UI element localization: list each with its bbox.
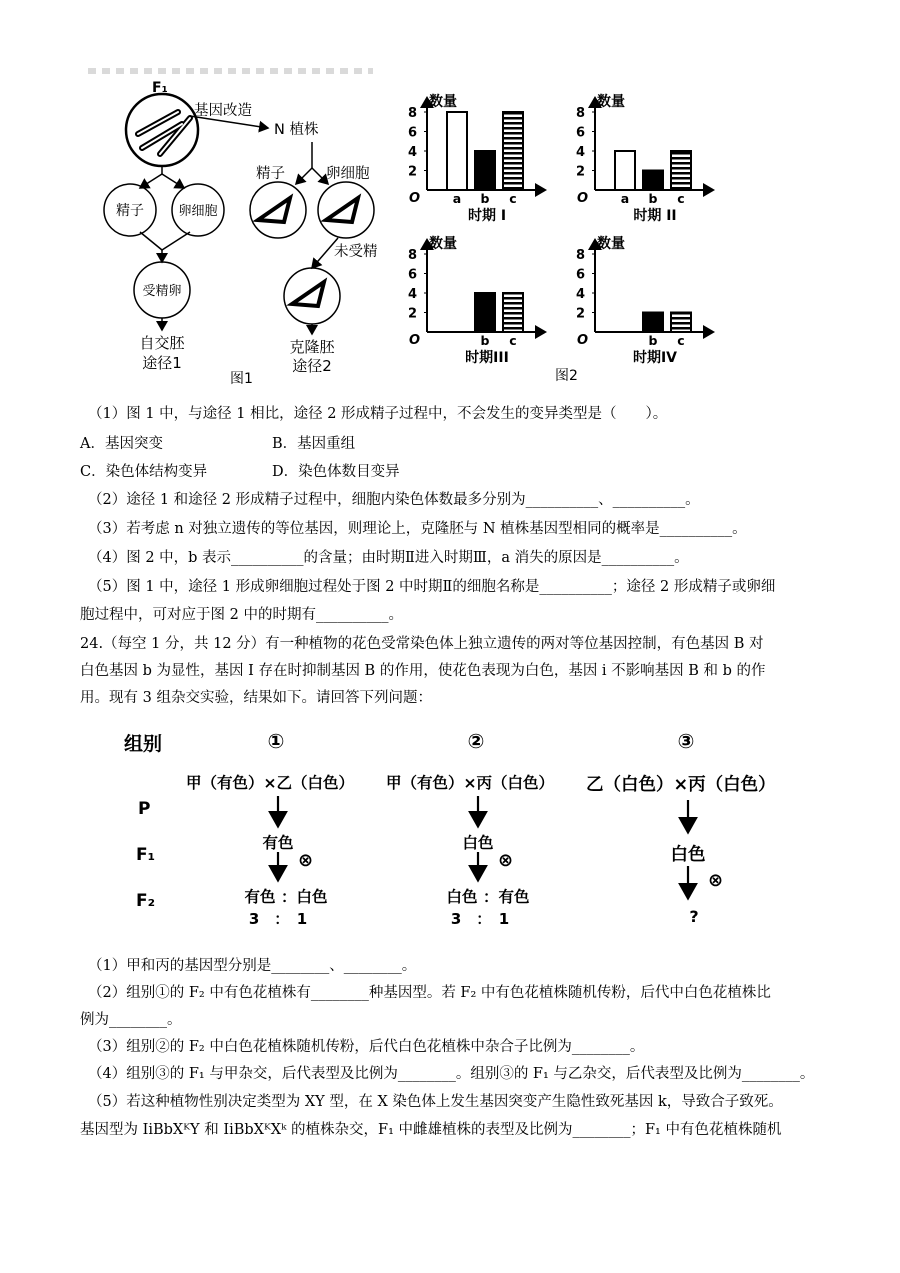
origin-label: O bbox=[577, 333, 589, 348]
category-label: b bbox=[480, 333, 490, 348]
tick-label: 8 bbox=[575, 248, 585, 263]
bar-b bbox=[475, 151, 495, 190]
zygote-label: 受精卵 bbox=[142, 284, 182, 299]
y-axis-label: 数量 bbox=[597, 236, 625, 252]
gene-mod-label: 基因改造 bbox=[194, 103, 252, 119]
q23-part2: （2）途径 1 和途径 2 形成精子过程中，细胞内染色体数最多分别为__________、__________。 bbox=[88, 492, 700, 508]
chart-title: 时期III bbox=[465, 350, 509, 366]
y-axis-label: 数量 bbox=[429, 94, 457, 110]
category-label: b bbox=[480, 191, 490, 206]
bar-a bbox=[615, 151, 635, 190]
clone-cell bbox=[284, 268, 340, 324]
group3-f2: ? bbox=[689, 907, 699, 926]
self-icon-3: ⊗ bbox=[708, 870, 724, 891]
tick-label: 8 bbox=[575, 106, 585, 121]
q23-part5-line1: （5）图 1 中，途径 1 形成卵细胞过程处于图 2 中时期Ⅱ的细胞名称是__________；途径 2 形成精子或卵细 bbox=[88, 579, 776, 595]
q23-option-b: B．基因重组 bbox=[272, 436, 356, 452]
egg-cell-right bbox=[318, 182, 374, 238]
q23-option-c: C．染色体结构变异 bbox=[80, 464, 208, 480]
bar-c bbox=[503, 293, 523, 332]
q23-part4: （4）图 2 中，b 表示__________的含量；由时期Ⅱ进入时期Ⅲ，a 消失的原因是__________。 bbox=[88, 550, 689, 566]
tick-label: 6 bbox=[407, 267, 417, 283]
tick-label: 4 bbox=[407, 145, 417, 160]
group2-number: ② bbox=[467, 729, 485, 753]
tick-label: 6 bbox=[575, 267, 585, 283]
tick-label: 4 bbox=[407, 287, 417, 302]
chart-title: 时期 I bbox=[467, 208, 507, 224]
q24-part5-line2: 基因型为 IiBbXᴷY 和 IiBbXᴷXᵏ 的植株杂交，F₁ 中雌雄植株的表型及比例为________；F₁ 中有色花植株随机 bbox=[80, 1122, 782, 1138]
fig1-caption: 图1 bbox=[230, 371, 253, 387]
category-label: c bbox=[677, 191, 685, 206]
category-label: a bbox=[452, 191, 462, 206]
figure-2 bbox=[405, 92, 745, 392]
group1-f1: 有色 bbox=[262, 834, 294, 852]
q23-option-a: A．基因突变 bbox=[80, 436, 163, 452]
tick-label: 2 bbox=[575, 306, 585, 322]
group2-f1: 白色 bbox=[462, 834, 494, 852]
cross-table bbox=[110, 724, 830, 944]
group2-f2: 白色 ：有色 bbox=[446, 888, 530, 906]
y-axis-label: 数量 bbox=[597, 94, 625, 110]
bar-b bbox=[643, 313, 663, 333]
bar-c bbox=[671, 313, 691, 333]
tick-label: 6 bbox=[407, 125, 417, 141]
group1-number: ① bbox=[267, 729, 285, 753]
group2-cross: 甲（有色）×丙（白色） bbox=[386, 774, 554, 792]
q23-part3: （3）若考虑 n 对独立遗传的等位基因，则理论上，克隆胚与 N 植株基因型相同的概率是__________。 bbox=[88, 521, 747, 537]
tick-label: 2 bbox=[575, 164, 585, 180]
q24-intro-line1: 24.（每空 1 分，共 12 分）有一种植物的花色受常染色体上独立遗传的两对等位基因控制，有色基因 B 对 bbox=[80, 636, 764, 652]
bar-a bbox=[447, 112, 467, 190]
self-icon-2: ⊗ bbox=[498, 850, 514, 871]
sperm-left-label: 精子 bbox=[116, 203, 144, 219]
chart-title: 时期 II bbox=[633, 208, 677, 224]
group3-f1: 白色 bbox=[670, 845, 706, 865]
sperm-cell-right bbox=[250, 182, 306, 238]
q23-part5-line2: 胞过程中，可对应于图 2 中的时期有__________。 bbox=[80, 607, 403, 623]
y-axis-label: 数量 bbox=[429, 236, 457, 252]
unfertilized-label: 未受精 bbox=[334, 244, 378, 260]
tick-label: 4 bbox=[575, 287, 585, 302]
tick-label: 2 bbox=[407, 306, 417, 322]
clone-embryo-label: 克隆胚 bbox=[289, 338, 335, 356]
category-label: a bbox=[620, 191, 630, 206]
tick-label: 4 bbox=[575, 145, 585, 160]
group3-cross: 乙（白色）×丙（白色） bbox=[586, 775, 776, 795]
group1-cross: 甲（有色）×乙（白色） bbox=[186, 774, 354, 792]
q24-part3: （3）组别②的 F₂ 中白色花植株随机传粉，后代白色花植株中杂合子比例为________。 bbox=[88, 1039, 645, 1055]
sperm-right-label: 精子 bbox=[256, 166, 285, 182]
path1-label: 途径1 bbox=[142, 354, 182, 372]
category-label: c bbox=[509, 191, 517, 206]
q24-part1: （1）甲和丙的基因型分别是________、________。 bbox=[88, 958, 417, 974]
tick-label: 2 bbox=[407, 164, 417, 180]
self-embryo-label: 自交胚 bbox=[139, 334, 185, 352]
origin-label: O bbox=[409, 191, 421, 206]
q24-part5-line1: （5）若这种植物性别决定类型为 XY 型，在 X 染色体上发生基因突变产生隐性致死基因 k，导致合子致死。 bbox=[88, 1094, 783, 1110]
f1-label: F₁ bbox=[136, 845, 156, 865]
q24-part2-line2: 例为________。 bbox=[80, 1012, 182, 1028]
path2-label: 途径2 bbox=[292, 357, 332, 375]
fig2-caption: 图2 bbox=[555, 368, 578, 384]
group1-ratio: 3 ： 1 bbox=[248, 910, 308, 928]
q24-part2-line1: （2）组别①的 F₂ 中有色花植株有________种基因型。若 F₂ 中有色花植株随机传粉，后代中白色花植株比 bbox=[88, 985, 771, 1001]
origin-label: O bbox=[577, 191, 589, 206]
tick-label: 8 bbox=[407, 248, 417, 263]
bar-c bbox=[503, 112, 523, 190]
category-label: b bbox=[648, 191, 658, 206]
group1-f2: 有色 ：白色 bbox=[244, 888, 328, 906]
bar-c bbox=[671, 151, 691, 190]
f2-label: F₂ bbox=[136, 891, 156, 911]
q23-option-d: D．染色体数目变异 bbox=[272, 464, 400, 480]
f1-label: F₁ bbox=[152, 80, 168, 96]
tick-label: 8 bbox=[407, 106, 417, 121]
egg-left-label: 卵细胞 bbox=[178, 204, 218, 219]
q23-part1: （1）图 1 中，与途径 1 相比，途径 2 形成精子过程中，不会发生的变异类型是（ ）。 bbox=[88, 406, 668, 422]
category-label: c bbox=[509, 333, 517, 348]
bar-b bbox=[475, 293, 495, 332]
group-header: 组别 bbox=[124, 733, 163, 755]
group3-number: ③ bbox=[677, 729, 695, 753]
egg-right-label: 卵细胞 bbox=[326, 166, 370, 182]
origin-label: O bbox=[409, 333, 421, 348]
p-label: P bbox=[138, 799, 151, 819]
self-icon-1: ⊗ bbox=[298, 850, 314, 871]
figure-1 bbox=[90, 72, 410, 392]
q24-intro-line3: 用。现有 3 组杂交实验，结果如下。请回答下列问题： bbox=[80, 690, 432, 706]
chart-title: 时期IV bbox=[632, 350, 678, 366]
category-label: c bbox=[677, 333, 685, 348]
tick-label: 6 bbox=[575, 125, 585, 141]
q24-part4: （4）组别③的 F₁ 与甲杂交，后代表型及比例为________。组别③的 F₁ 与乙杂交，后代表型及比例为________。 bbox=[88, 1066, 815, 1082]
n-plant-label: N 植株 bbox=[274, 122, 319, 138]
group2-ratio: 3 ： 1 bbox=[450, 910, 510, 928]
q24-intro-line2: 白色基因 b 为显性，基因 I 存在时抑制基因 B 的作用，使花色表现为白色，基因 i 不影响基因 B 和 b 的作 bbox=[80, 663, 766, 679]
bar-b bbox=[643, 171, 663, 191]
category-label: b bbox=[648, 333, 658, 348]
